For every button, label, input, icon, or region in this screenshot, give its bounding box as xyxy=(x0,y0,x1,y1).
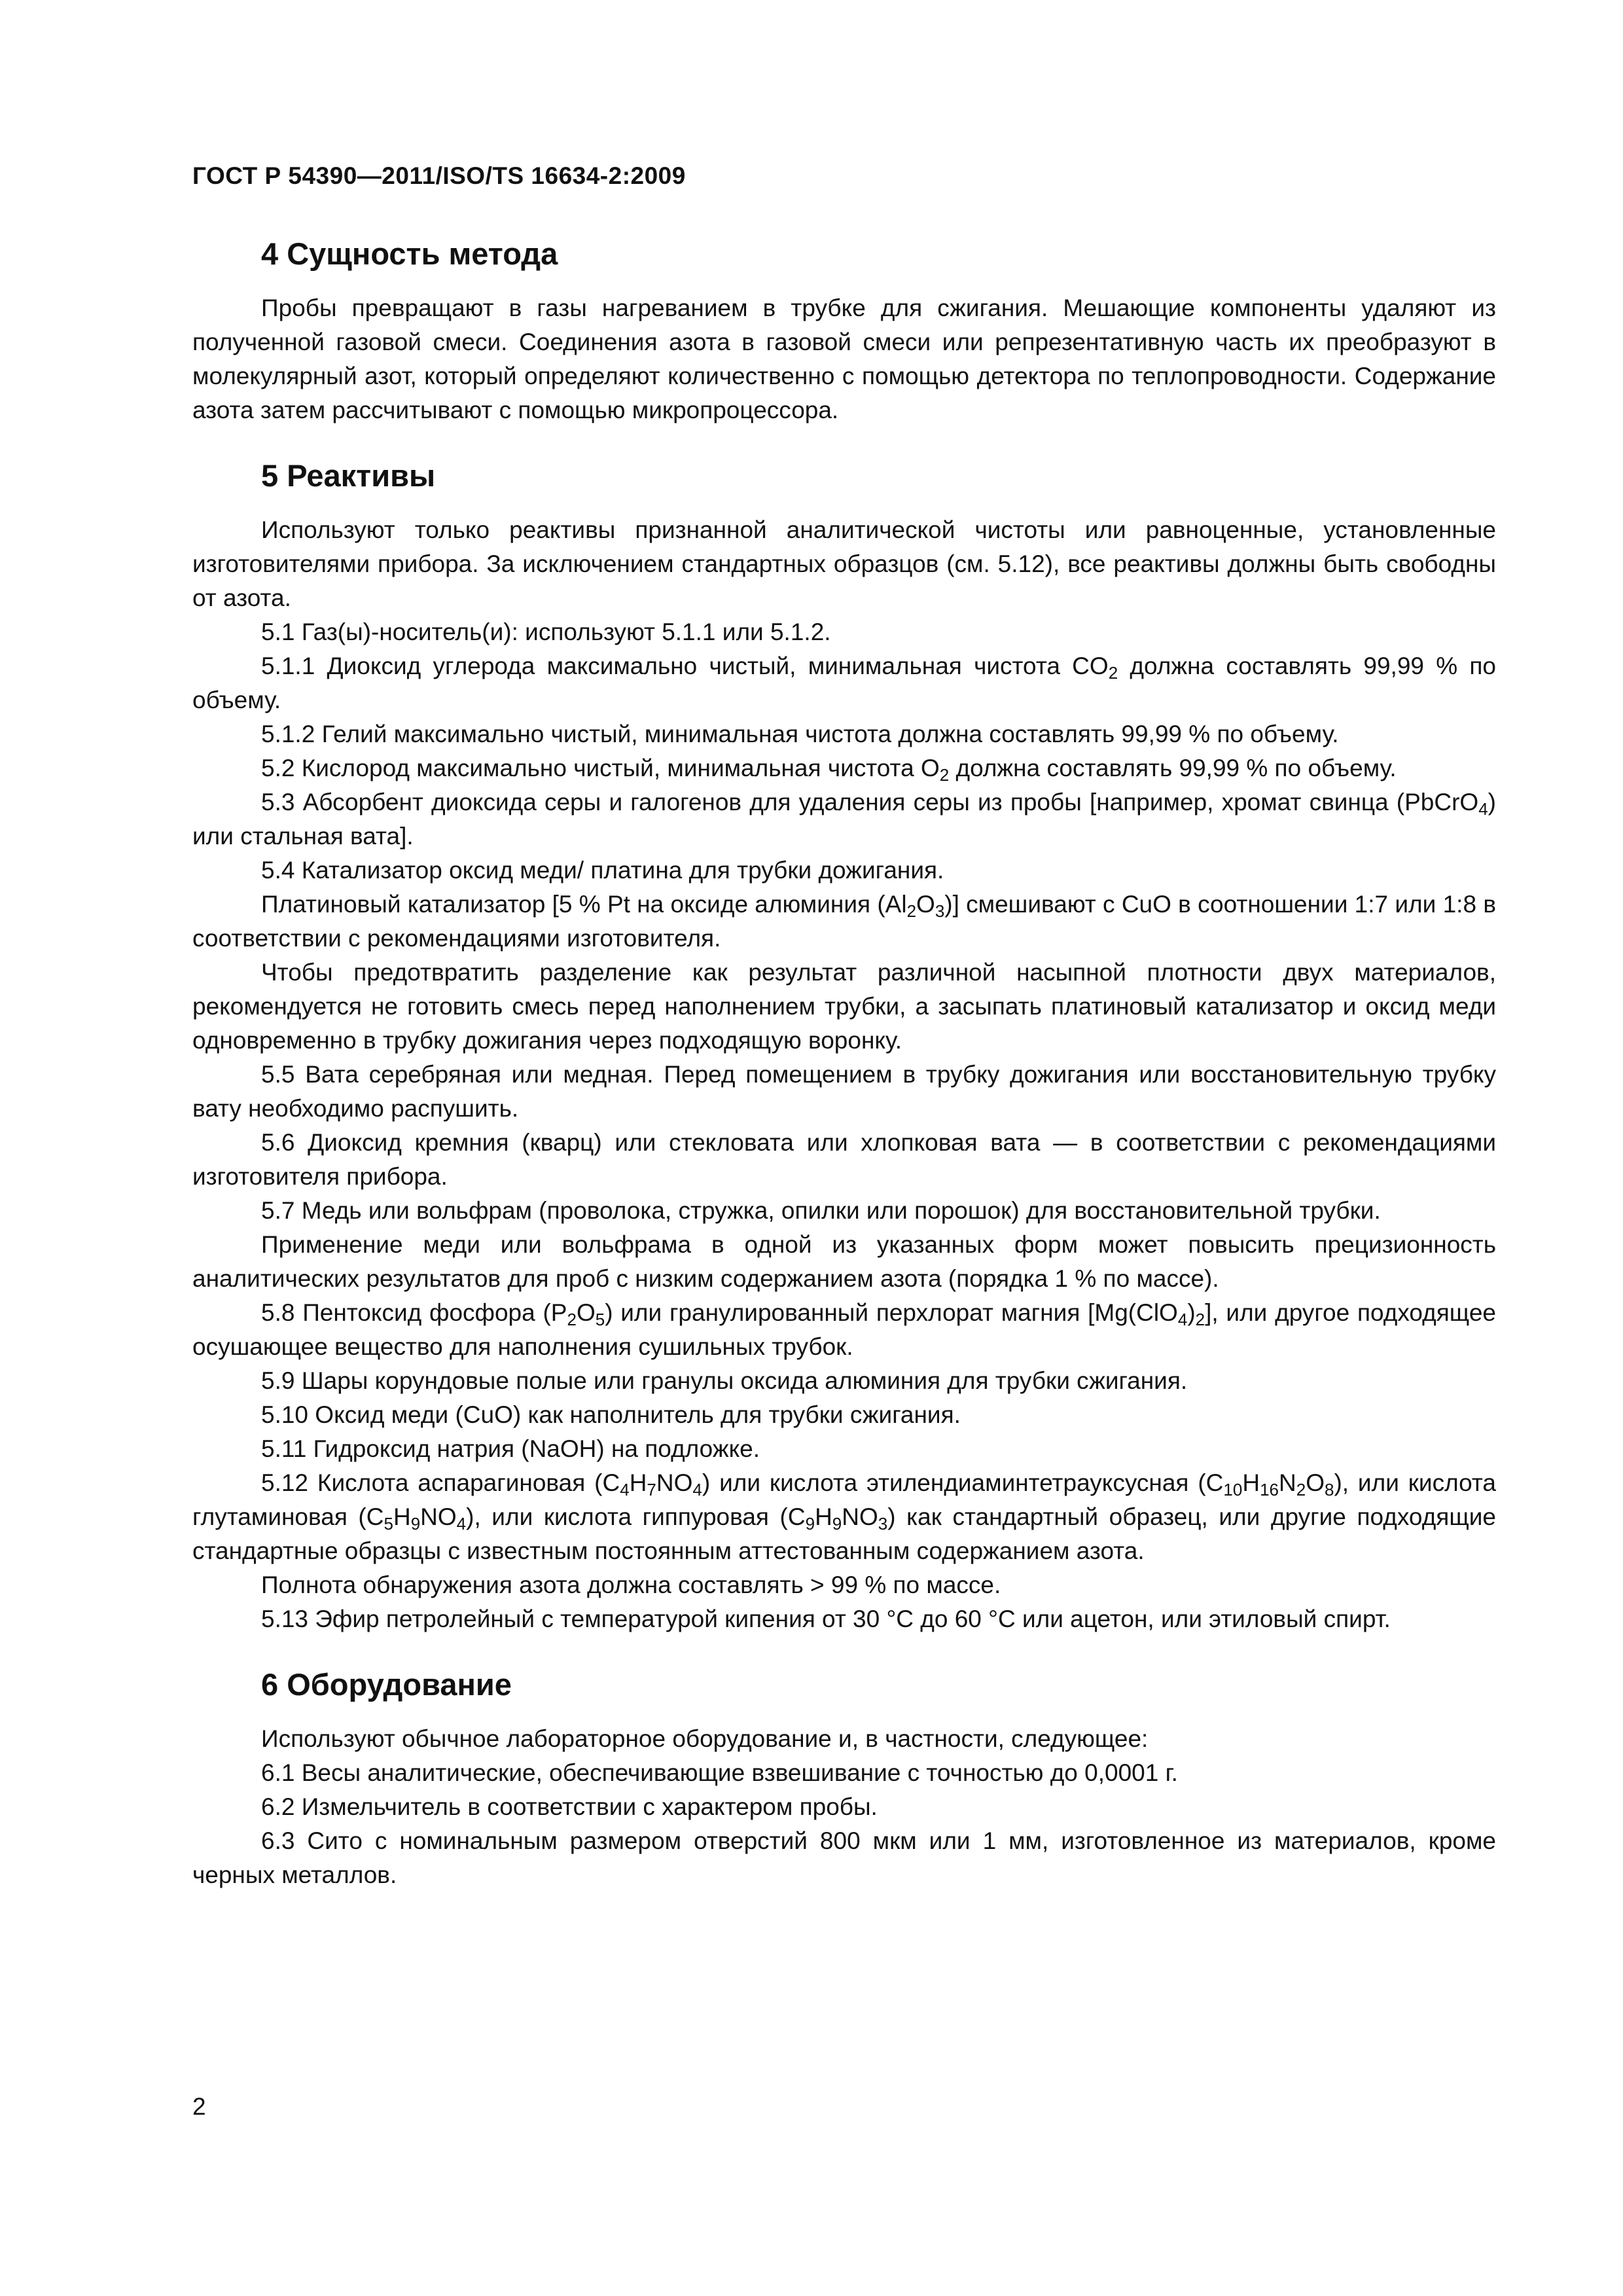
section-5-heading: 5 Реактивы xyxy=(261,458,436,493)
clause-5-4-note-2: Чтобы предотвратить разделение как результат различной насыпной плотности двух материалов, рекомендуется не готовить смесь перед наполнением трубки, а засыпать платиновый катализатор и оксид меди одновременно в трубку дожигания через подходящую воронку. xyxy=(192,959,1496,1054)
clause-5-9: 5.9 Шары корундовые полые или гранулы оксида алюминия для трубки сжигания. xyxy=(261,1367,1188,1394)
section-5-intro: Используют только реактивы признанной аналитической чистоты или равноценные, установленные изготовителями прибора. За исключением стандартных образцов (см. 5.12), все реактивы должны быть свободны от азота. xyxy=(192,516,1496,611)
clause-5-1-2: 5.1.2 Гелий максимально чистый, минимальная чистота должна составлять 99,99 % по объему. xyxy=(261,721,1339,747)
clause-5-12-note: Полнота обнаружения азота должна составлять > 99 % по массе. xyxy=(261,1571,1001,1598)
page-number: 2 xyxy=(192,2093,206,2120)
clause-5-6: 5.6 Диоксид кремния (кварц) или стекловата или хлопковая вата — в соответствии с рекомендациями изготовителя прибора. xyxy=(192,1129,1496,1190)
clause-5-7: 5.7 Медь или вольфрам (проволока, стружка, опилки или порошок) для восстановительной трубки. xyxy=(261,1197,1381,1224)
clause-5-1-1: 5.1.1 Диоксид углерода максимально чистый, минимальная чистота $CO_2$ должна составлять 99,99 % по объему. xyxy=(192,653,1496,713)
clause-5-1: 5.1 Газ(ы)-носитель(и): используют 5.1.1 или 5.1.2. xyxy=(261,619,831,645)
clause-6-3: 6.3 Сито с номинальным размером отверстий 800 мкм или 1 мм, изготовленное из материалов, кроме черных металлов. xyxy=(192,1827,1496,1888)
section-6-heading: 6 Оборудование xyxy=(261,1667,512,1702)
clause-5-4-note-1: Платиновый катализатор [5 % Pt на оксиде алюминия $(Al_2O_3)$] смешивают с CuO в соотношении 1:7 или 1:8 в соответствии с рекомендациями изготовителя. xyxy=(192,891,1496,952)
clause-5-8: 5.8 Пентоксид фосфора $(P_2O_5)$ или гранулированный перхлорат магния $[Mg(ClO_4)_2]$, или другое подходящее осушающее вещество для наполнения сушильных трубок. xyxy=(192,1299,1496,1360)
page-body xyxy=(192,236,1496,1892)
clause-5-11: 5.11 Гидроксид натрия (NaOH) на подложке. xyxy=(261,1435,760,1462)
clause-6-2: 6.2 Измельчитель в соответствии с характером пробы. xyxy=(261,1793,878,1820)
clause-5-13: 5.13 Эфир петролейный с температурой кипения от 30 °С до 60 °С или ацетон, или этиловый спирт. xyxy=(261,1605,1391,1632)
clause-5-12: 5.12 Кислота аспарагиновая $(C_4H_7NO_4)$ или кислота этилендиаминтетрауксусная $(C_{10}H_{16}N_2O_8)$, или кислота глутаминовая $(C_5H_9NO_4)$, или кислота гиппуровая $(C_9H_9NO_3)$ как стандартный образец, или другие подходящие стандартные образцы с известным постоянным аттестованным содержанием азота. xyxy=(192,1469,1497,1564)
clause-5-10: 5.10 Оксид меди (CuO) как наполнитель для трубки сжигания. xyxy=(261,1401,961,1428)
clause-5-5: 5.5 Вата серебряная или медная. Перед помещением в трубку дожигания или восстановительную трубку вату необходимо распушить. xyxy=(192,1061,1496,1122)
clause-5-4: 5.4 Катализатор оксид меди/ платина для трубки дожигания. xyxy=(261,857,944,884)
document-code-header: ГОСТ Р 54390—2011/ISO/TS 16634-2:2009 xyxy=(192,162,686,189)
clause-5-2: 5.2 Кислород максимально чистый, минимальная чистота $O_2$ должна составлять 99,99 % по объему. xyxy=(261,755,1397,785)
section-6-intro: Используют обычное лабораторное оборудование и, в частности, следующее: xyxy=(261,1725,1149,1752)
section-4-heading: 4 Сущность метода xyxy=(261,236,558,271)
clause-6-1: 6.1 Весы аналитические, обеспечивающие взвешивание с точностью до 0,0001 г. xyxy=(261,1759,1178,1786)
clause-5-3: 5.3 Абсорбент диоксида серы и галогенов для удаления серы из пробы [например, хромат свинца (PbCrO$_4$) или стальная вата]. xyxy=(192,789,1496,850)
clause-5-7-note: Применение меди или вольфрама в одной из указанных форм может повысить прецизионность аналитических результатов для проб с низким содержанием азота (порядка 1 % по массе). xyxy=(192,1231,1496,1292)
section-4-paragraph: Пробы превращают в газы нагреванием в трубке для сжигания. Мешающие компоненты удаляют из полученной газовой смеси. Соединения азота в газовой смеси или репрезентативную часть их преобразуют в молекулярный азот, который определяют количественно с помощью детектора по теплопроводности. Содержание азота затем рассчитывают с помощью микропроцессора. xyxy=(192,295,1496,423)
